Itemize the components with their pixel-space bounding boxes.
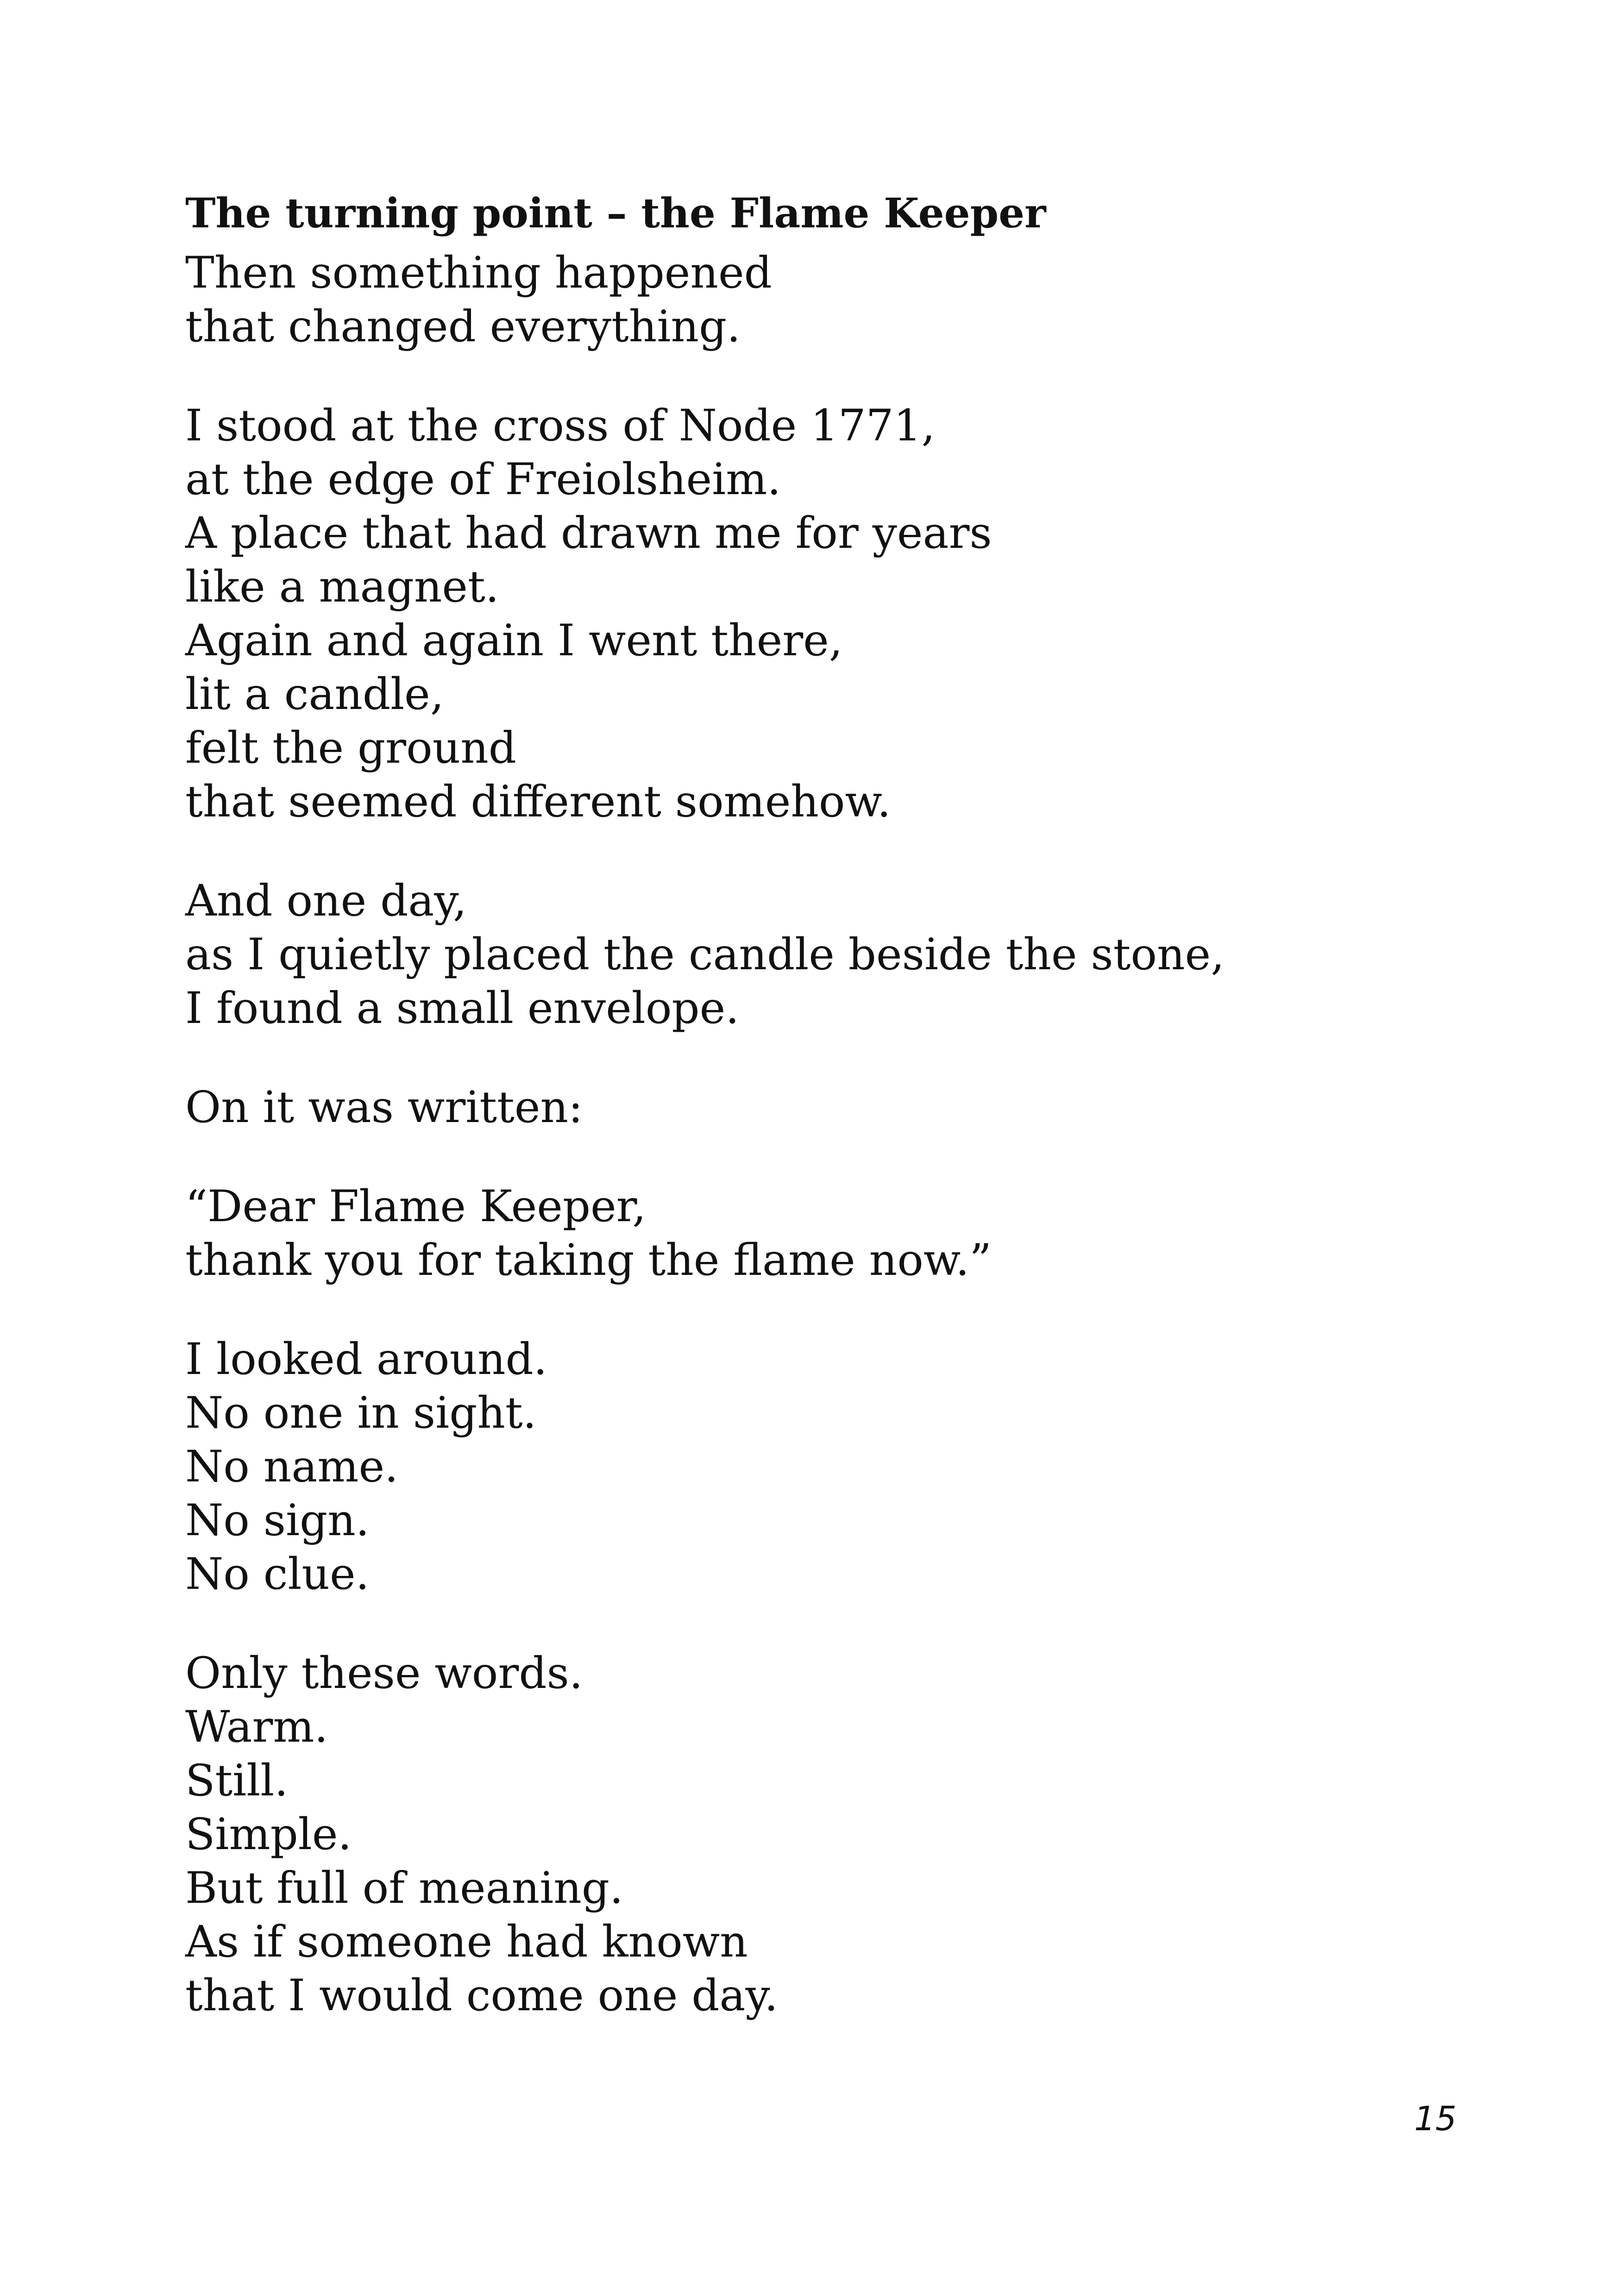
- verse-line: thank you for taking the flame now.”: [185, 1235, 992, 1286]
- stanza: [185, 399, 1482, 829]
- verse-line: at the edge of Freiolsheim.: [185, 454, 781, 505]
- verse-line: Simple.: [185, 1809, 352, 1860]
- verse-line: No one in sight.: [185, 1388, 537, 1438]
- verse-line: Warm.: [185, 1702, 328, 1752]
- verse-line: like a magnet.: [185, 562, 499, 612]
- verse-line: lit a candle,: [185, 669, 444, 720]
- verse-line: that seemed different somehow.: [185, 777, 891, 827]
- verse-line: “Dear Flame Keeper,: [185, 1181, 647, 1232]
- verse-line: that I would come one day.: [185, 1970, 778, 2021]
- verse-line: I found a small envelope.: [185, 983, 740, 1034]
- verse-line: Only these words.: [185, 1648, 583, 1699]
- verse-line: I stood at the cross of Node 1771,: [185, 401, 936, 451]
- verse-line: Still.: [185, 1756, 289, 1806]
- verse-line: A place that had drawn me for years: [185, 508, 992, 558]
- verse-line: No sign.: [185, 1495, 370, 1546]
- stanza: [185, 1081, 1482, 1135]
- verse-line: Then something happened: [185, 248, 772, 298]
- verse-line: As if someone had known: [185, 1917, 748, 1967]
- stanza: [185, 1647, 1482, 2023]
- verse-line: But full of meaning.: [185, 1863, 623, 1913]
- verse-line: I looked around.: [185, 1334, 547, 1385]
- verse-line: as I quietly placed the candle beside the stone,: [185, 929, 1225, 980]
- section-heading: The turning point – the Flame Keeper: [185, 189, 1046, 237]
- verse-line: On it was written:: [185, 1082, 583, 1133]
- stanza: [185, 1333, 1482, 1601]
- stanza: [185, 246, 1482, 354]
- stanza: [185, 1180, 1482, 1287]
- page-content: [185, 185, 1482, 2068]
- verse-line: that changed everything.: [185, 301, 741, 352]
- verse-line: felt the ground: [185, 723, 516, 773]
- verse-line: And one day,: [185, 876, 467, 926]
- verse-line: No clue.: [185, 1549, 370, 1600]
- verse-line: Again and again I went there,: [185, 615, 843, 666]
- stanza: [185, 874, 1482, 1035]
- verse-line: No name.: [185, 1442, 398, 1492]
- page-number: 15: [1414, 2099, 1457, 2138]
